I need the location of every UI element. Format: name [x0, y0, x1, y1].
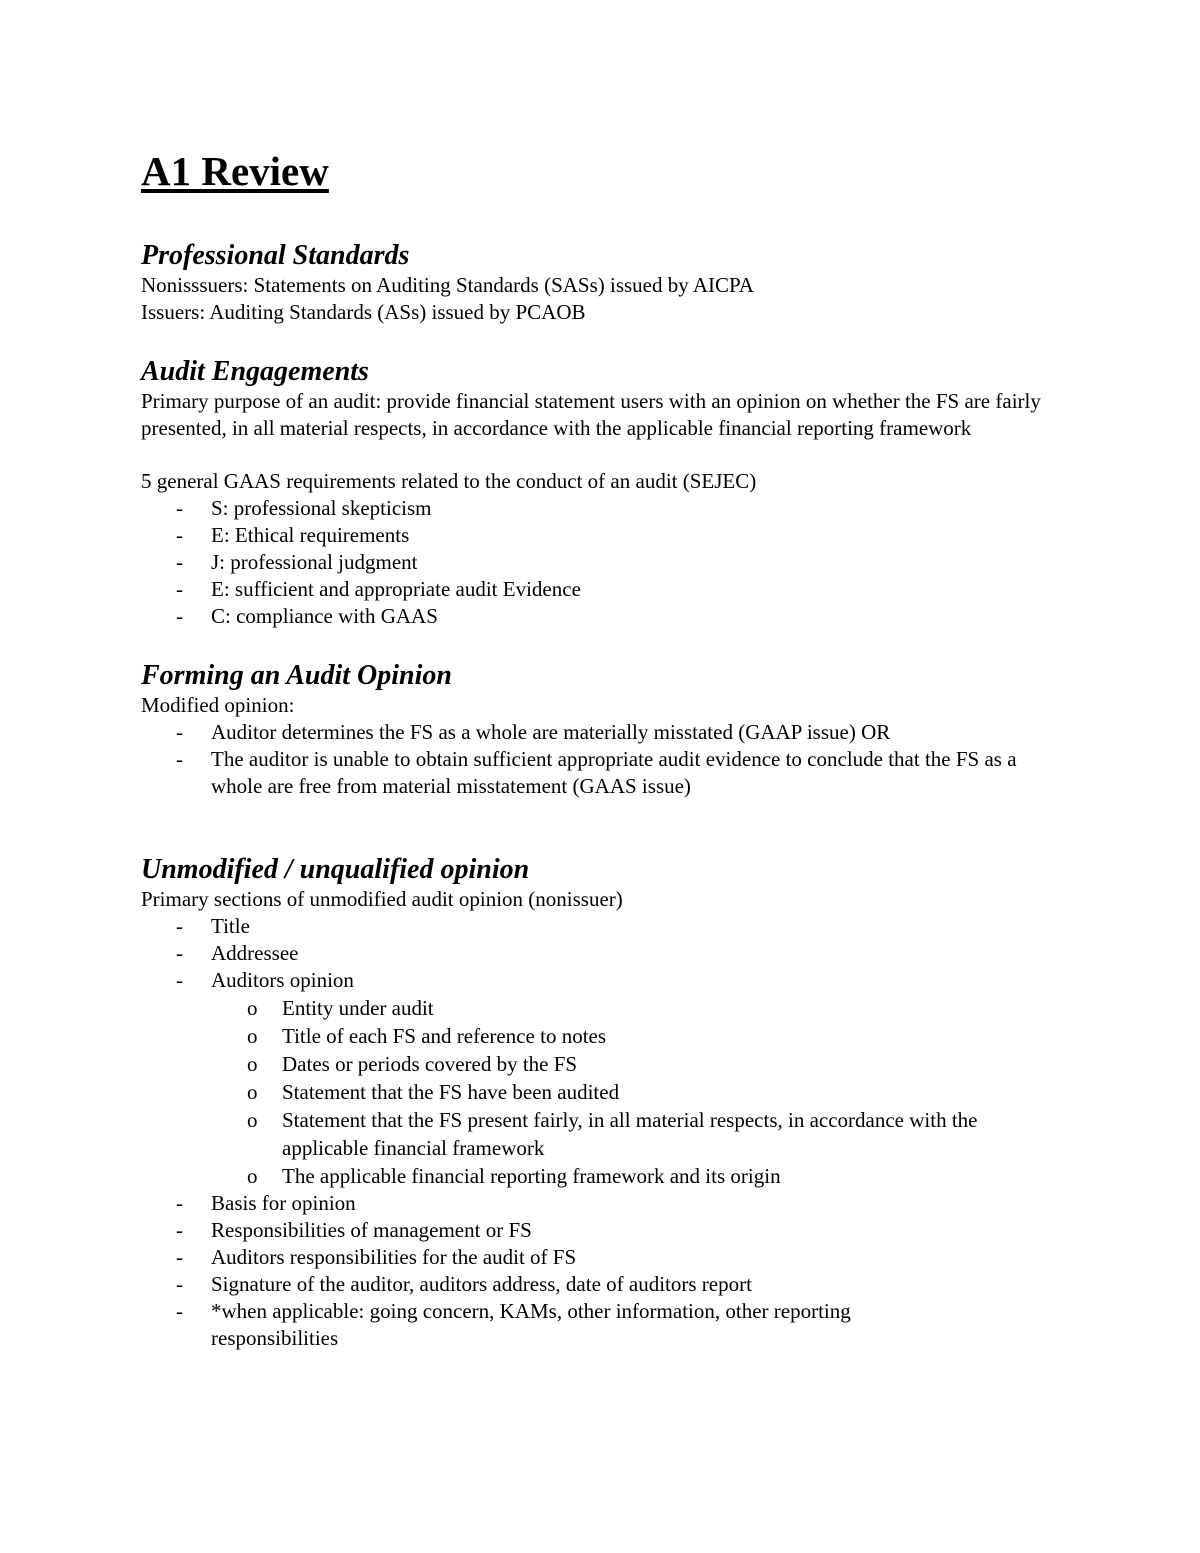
sub-list-item-text: Title of each FS and reference to notes [282, 1024, 607, 1048]
section-heading-unmodified-opinion: Unmodified / unqualified opinion [141, 854, 530, 885]
list-item-text: E: sufficient and appropriate audit Evidence [211, 577, 581, 601]
sub-list-item [211, 1050, 1071, 1078]
list-item-text: Basis for opinion [211, 1191, 356, 1215]
circle-bullet: o [247, 1080, 258, 1104]
opinion-sections-list [141, 913, 1071, 1352]
auditors-opinion-sublist [211, 994, 1071, 1190]
dash-bullet: - [176, 1218, 183, 1242]
audit-engagements-section [141, 356, 1071, 630]
list-item-text: Title [211, 914, 250, 938]
list-item [141, 1217, 1071, 1244]
list-item-text: Signature of the auditor, auditors address, date of auditors report [211, 1272, 752, 1296]
list-item-text: Auditors responsibilities for the audit of FS [211, 1245, 577, 1269]
dash-bullet: - [176, 747, 183, 771]
section-heading-professional-standards: Professional Standards [141, 240, 410, 271]
dash-bullet: - [176, 550, 183, 574]
gaas-intro-line: 5 general GAAS requirements related to the conduct of an audit (SEJEC) [141, 469, 757, 493]
circle-bullet: o [247, 1052, 258, 1076]
dash-bullet: - [176, 1191, 183, 1215]
dash-bullet: - [176, 1299, 183, 1323]
dash-bullet: - [176, 720, 183, 744]
list-item [141, 495, 1071, 522]
list-item-text: Addressee [211, 941, 299, 965]
document-title: A1 Review [141, 148, 329, 194]
list-item-text: Auditor determines the FS as a whole are materially misstated (GAAP issue) OR [211, 720, 891, 744]
gaas-requirements-list [141, 495, 1071, 630]
sub-list-item-text: The applicable financial reporting framework and its origin [282, 1164, 781, 1188]
list-item-text: The auditor is unable to obtain sufficient appropriate audit evidence to conclude that the FS as a whole are free from material misstatement (GAAS issue) [211, 747, 1017, 798]
list-item [141, 1298, 1071, 1352]
sub-list-item-text: Dates or periods covered by the FS [282, 1052, 578, 1076]
list-item [141, 549, 1071, 576]
list-item-text: Responsibilities of management or FS [211, 1218, 532, 1242]
sub-list-item-text: Statement that the FS have been audited [282, 1080, 620, 1104]
dash-bullet: - [176, 577, 183, 601]
document-page [141, 140, 1071, 1352]
list-item [141, 1190, 1071, 1217]
sub-list-item [211, 1078, 1071, 1106]
sub-list-item [211, 1022, 1071, 1050]
list-item [141, 1244, 1071, 1271]
list-item-text: E: Ethical requirements [211, 523, 410, 547]
circle-bullet: o [247, 996, 258, 1020]
list-item [141, 967, 1071, 1190]
dash-bullet: - [176, 914, 183, 938]
list-item-text: Auditors opinion [211, 968, 354, 992]
sub-list-item [211, 994, 1071, 1022]
list-item [141, 603, 1071, 630]
issuers-line: Issuers: Auditing Standards (ASs) issued by PCAOB [141, 300, 586, 324]
list-item [141, 913, 1071, 940]
dash-bullet: - [176, 604, 183, 628]
list-item [141, 719, 1071, 746]
modified-opinion-intro: Modified opinion: [141, 693, 295, 717]
list-item [141, 940, 1071, 967]
circle-bullet: o [247, 1164, 258, 1188]
list-item [141, 522, 1071, 549]
forming-opinion-section [141, 660, 1071, 800]
dash-bullet: - [176, 523, 183, 547]
audit-purpose-paragraph: Primary purpose of an audit: provide financial statement users with an opinion on whether the FS are fairly presented, in all material respects, in accordance with the applicable financial reporting framework [141, 389, 1041, 440]
list-item-text: C: compliance with GAAS [211, 604, 438, 628]
dash-bullet: - [176, 1272, 183, 1296]
nonissuers-line: Nonisssuers: Statements on Auditing Standards (SASs) issued by AICPA [141, 273, 754, 297]
circle-bullet: o [247, 1108, 258, 1132]
dash-bullet: - [176, 941, 183, 965]
list-item-text: *when applicable: going concern, KAMs, other information, other reporting responsibilities [211, 1299, 851, 1350]
list-item-text: J: professional judgment [211, 550, 418, 574]
list-item-text: S: professional skepticism [211, 496, 432, 520]
sub-list-item [211, 1162, 1071, 1190]
list-item [141, 576, 1071, 603]
sub-list-item [211, 1106, 1071, 1162]
list-item [141, 746, 1071, 800]
circle-bullet: o [247, 1024, 258, 1048]
dash-bullet: - [176, 1245, 183, 1269]
professional-standards-section [141, 240, 1071, 326]
list-item [141, 1271, 1071, 1298]
dash-bullet: - [176, 496, 183, 520]
dash-bullet: - [176, 968, 183, 992]
unmodified-intro: Primary sections of unmodified audit opinion (nonissuer) [141, 887, 623, 911]
section-heading-forming-opinion: Forming an Audit Opinion [141, 660, 452, 691]
sub-list-item-text: Statement that the FS present fairly, in all material respects, in accordance with the applicable financial framework [282, 1108, 978, 1160]
sub-list-item-text: Entity under audit [282, 996, 434, 1020]
modified-opinion-list [141, 719, 1071, 800]
unmodified-opinion-section [141, 854, 1071, 1352]
section-heading-audit-engagements: Audit Engagements [141, 356, 369, 387]
